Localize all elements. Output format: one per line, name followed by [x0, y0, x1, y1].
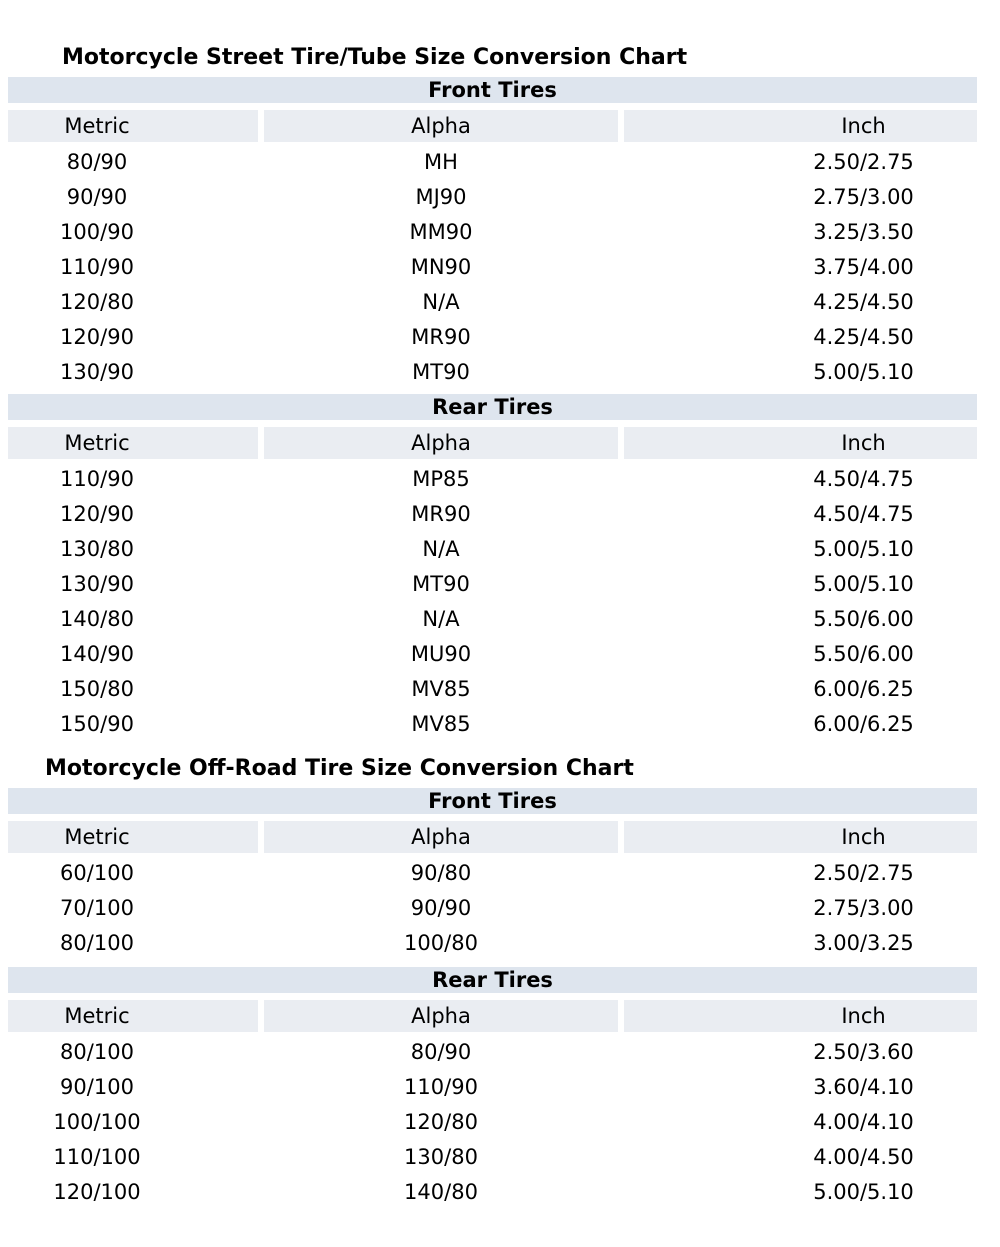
- offroad-front-column-header-row: [8, 821, 977, 853]
- cell-alpha: 90/80: [410, 861, 472, 885]
- cell-alpha: MT90: [412, 360, 470, 384]
- table-row: [8, 602, 977, 637]
- cell-inch: 2.50/2.75: [813, 861, 914, 885]
- cell-metric: 140/90: [60, 642, 134, 666]
- cell-alpha: MJ90: [415, 185, 467, 209]
- column-header-inch: Inch: [624, 110, 977, 142]
- cell-inch: 4.50/4.75: [813, 467, 914, 491]
- cell-alpha: 80/90: [410, 1040, 472, 1064]
- offroad-front-section-header: Front Tires: [8, 788, 977, 814]
- cell-alpha: N/A: [422, 607, 460, 631]
- cell-metric: 70/100: [60, 896, 134, 920]
- street-rear-column-header-row: [8, 427, 977, 459]
- table-row: [8, 1175, 977, 1210]
- column-header-metric: Metric: [8, 821, 258, 853]
- cell-metric: 120/80: [60, 290, 134, 314]
- table-row: [8, 1070, 977, 1105]
- table-row: [8, 1140, 977, 1175]
- cell-alpha: MP85: [412, 467, 470, 491]
- cell-metric: 60/100: [60, 861, 134, 885]
- table-row: [8, 145, 977, 180]
- cell-alpha: N/A: [422, 290, 460, 314]
- table-row: [8, 1105, 977, 1140]
- cell-inch: 6.00/6.25: [813, 712, 914, 736]
- cell-metric: 90/90: [66, 185, 128, 209]
- cell-alpha: 120/80: [404, 1110, 478, 1134]
- cell-inch: 4.00/4.10: [813, 1110, 914, 1134]
- street-tire-table: [8, 77, 977, 742]
- table-row: [8, 567, 977, 602]
- column-header-metric: Metric: [8, 110, 258, 142]
- offroad-rear-section-header: Rear Tires: [8, 967, 977, 993]
- cell-alpha: MH: [424, 150, 458, 174]
- cell-inch: 4.25/4.50: [813, 290, 914, 314]
- cell-inch: 4.00/4.50: [813, 1145, 914, 1169]
- street-rear-rows: [8, 459, 977, 742]
- cell-inch: 2.50/2.75: [813, 150, 914, 174]
- column-header-metric: Metric: [8, 427, 258, 459]
- cell-inch: 5.00/5.10: [813, 1180, 914, 1204]
- table-row: [8, 672, 977, 707]
- cell-alpha: MV85: [411, 712, 471, 736]
- cell-metric: 110/100: [53, 1145, 141, 1169]
- offroad-rear-column-header-row: [8, 1000, 977, 1032]
- table-row: [8, 1035, 977, 1070]
- cell-inch: 6.00/6.25: [813, 677, 914, 701]
- cell-alpha: MR90: [411, 502, 471, 526]
- column-header-alpha: Alpha: [264, 1000, 618, 1032]
- cell-inch: 2.50/3.60: [813, 1040, 914, 1064]
- column-header-alpha: Alpha: [264, 821, 618, 853]
- cell-metric: 100/90: [60, 220, 134, 244]
- table-row: [8, 355, 977, 390]
- cell-inch: 3.75/4.00: [813, 255, 914, 279]
- table-row: [8, 250, 977, 285]
- cell-inch: 3.60/4.10: [813, 1075, 914, 1099]
- cell-alpha: MR90: [411, 325, 471, 349]
- cell-metric: 120/100: [53, 1180, 141, 1204]
- cell-alpha: MT90: [412, 572, 470, 596]
- street-front-rows: [8, 142, 977, 390]
- table-row: [8, 180, 977, 215]
- table-row: [8, 462, 977, 497]
- cell-alpha: 90/90: [410, 896, 472, 920]
- table-row: [8, 285, 977, 320]
- cell-metric: 130/90: [60, 572, 134, 596]
- cell-metric: 80/100: [60, 1040, 134, 1064]
- street-chart-title: Motorcycle Street Tire/Tube Size Conversion Chart: [62, 45, 688, 70]
- cell-alpha: MV85: [411, 677, 471, 701]
- cell-metric: 150/90: [60, 712, 134, 736]
- cell-metric: 130/80: [60, 537, 134, 561]
- cell-alpha: MN90: [410, 255, 472, 279]
- table-row: [8, 497, 977, 532]
- cell-metric: 100/100: [53, 1110, 141, 1134]
- cell-alpha: 130/80: [404, 1145, 478, 1169]
- cell-inch: 4.25/4.50: [813, 325, 914, 349]
- table-row: [8, 637, 977, 672]
- table-row: [8, 532, 977, 567]
- cell-metric: 150/80: [60, 677, 134, 701]
- cell-inch: 3.00/3.25: [813, 931, 914, 955]
- column-header-inch: Inch: [624, 1000, 977, 1032]
- cell-inch: 2.75/3.00: [813, 896, 914, 920]
- offroad-front-rows: [8, 853, 977, 961]
- cell-inch: 4.50/4.75: [813, 502, 914, 526]
- column-header-metric: Metric: [8, 1000, 258, 1032]
- column-header-alpha: Alpha: [264, 110, 618, 142]
- cell-metric: 140/80: [60, 607, 134, 631]
- column-header-inch: Inch: [624, 427, 977, 459]
- table-row: [8, 926, 977, 961]
- table-row: [8, 320, 977, 355]
- cell-metric: 130/90: [60, 360, 134, 384]
- offroad-rear-rows: [8, 1032, 977, 1210]
- table-row: [8, 891, 977, 926]
- column-header-inch: Inch: [624, 821, 977, 853]
- cell-inch: 2.75/3.00: [813, 185, 914, 209]
- cell-metric: 120/90: [60, 325, 134, 349]
- cell-inch: 5.50/6.00: [813, 607, 914, 631]
- street-front-section-header: Front Tires: [8, 77, 977, 103]
- cell-alpha: 140/80: [404, 1180, 478, 1204]
- offroad-chart-title: Motorcycle Off-Road Tire Size Conversion Chart: [45, 756, 634, 781]
- table-row: [8, 856, 977, 891]
- cell-inch: 5.00/5.10: [813, 572, 914, 596]
- cell-alpha: MU90: [410, 642, 472, 666]
- street-front-column-header-row: [8, 110, 977, 142]
- cell-alpha: MM90: [409, 220, 473, 244]
- street-rear-section-header: Rear Tires: [8, 394, 977, 420]
- cell-inch: 5.00/5.10: [813, 360, 914, 384]
- cell-metric: 80/90: [66, 150, 128, 174]
- cell-metric: 90/100: [60, 1075, 134, 1099]
- cell-inch: 5.00/5.10: [813, 537, 914, 561]
- cell-alpha: N/A: [422, 537, 460, 561]
- cell-inch: 3.25/3.50: [813, 220, 914, 244]
- cell-inch: 5.50/6.00: [813, 642, 914, 666]
- table-row: [8, 707, 977, 742]
- cell-metric: 80/100: [60, 931, 134, 955]
- cell-metric: 110/90: [60, 467, 134, 491]
- cell-metric: 110/90: [60, 255, 134, 279]
- cell-metric: 120/90: [60, 502, 134, 526]
- offroad-tire-table: [8, 788, 977, 1210]
- cell-alpha: 100/80: [404, 931, 478, 955]
- cell-alpha: 110/90: [404, 1075, 478, 1099]
- column-header-alpha: Alpha: [264, 427, 618, 459]
- table-row: [8, 215, 977, 250]
